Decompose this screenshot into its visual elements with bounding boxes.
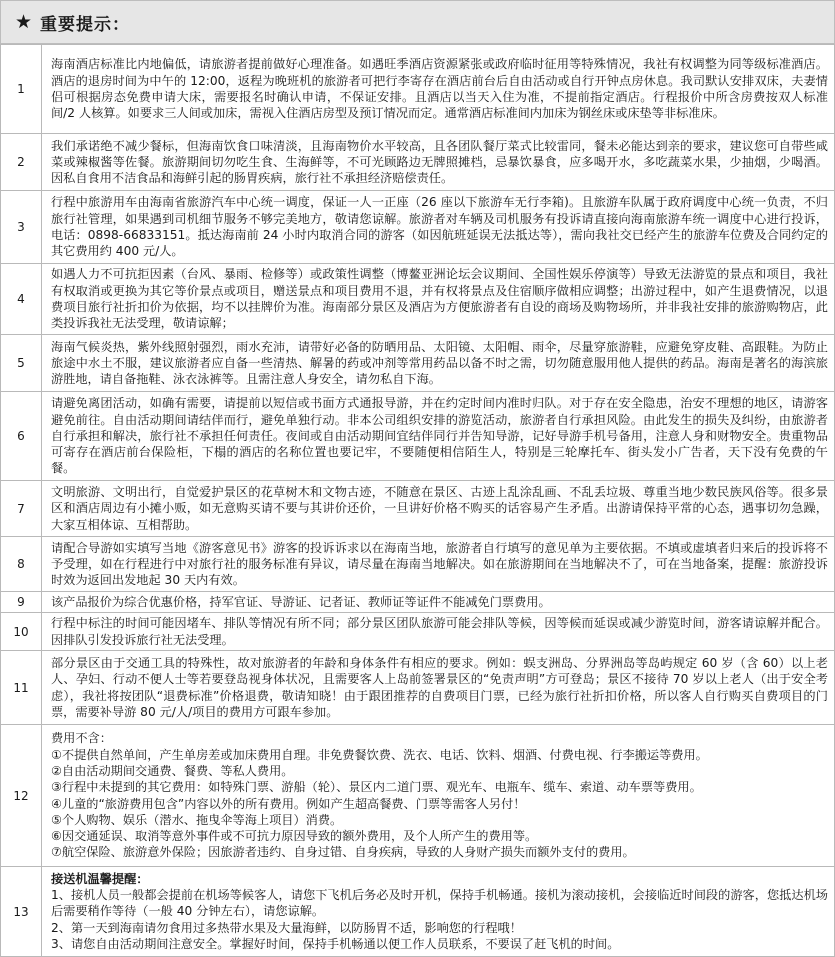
tips-table: [0, 44, 835, 957]
important-tips-header: [0, 0, 835, 44]
row-text: 行程中旅游用车由海南省旅游汽车中心统一调度，保证一人一正座（26 座以下旅游车无行李箱)。且旅游车队属于政府调度中心统一负责，不归旅行社管理，如果遇到司机细节服务不够完美地方，敬请您谅解。旅游者对车辆及司机服务有投诉请直接向海南旅游车统一调度中心进行投诉，电话：0898-66833151。抵达海南前 24 小时内取消合同的游客（如因航班延误无法抵达等），需向我社交已经产生的旅游车位费及合同约定的其它费用约 400 元/人。: [51, 195, 828, 259]
row-text: 行程中标注的时间可能因堵车、排队等情况有所不同；部分景区团队旅游可能会排队等候，因等候而延误或减少游览时间，游客请谅解并配合。因排队引发投诉旅行社无法受理。: [51, 616, 828, 647]
row-number: 3: [1, 191, 42, 264]
row-content: [42, 134, 835, 191]
table-row: [1, 725, 835, 867]
row-text: ⑤个人购物、娱乐（潜水、拖曳伞等海上项目）消费。: [51, 812, 343, 827]
row-content: [42, 867, 835, 957]
row-text: ④儿童的“旅游费用包含”内容以外的所有费用。例如产生超高餐费、门票等需客人另付！: [51, 796, 526, 811]
row-number: 6: [1, 392, 42, 481]
table-row: [1, 191, 835, 264]
row-content: [42, 481, 835, 537]
row-number: 10: [1, 613, 42, 651]
table-row: [1, 651, 835, 725]
row-number: 2: [1, 134, 42, 191]
row-text: 请配合导游如实填写当地《游客意见书》游客的投诉诉求以在海南当地，旅游者自行填写的意见单为主要依据。不填或虚填者归来后的投诉将不予受理，如在行程进行中对旅行社的服务标准有异议，请尽量在海南当地解决。如在旅游期间在当地解决不了，可在当地备案，提醒：旅游投诉时效为返回出发地起 30 天内有效。: [51, 540, 828, 588]
row-number: 12: [1, 725, 42, 867]
row-content: [42, 392, 835, 481]
row-text: 2、第一天到海南请勿食用过多热带水果及大量海鲜，以防肠胃不适，影响您的行程哦！: [51, 920, 522, 935]
table-row: [1, 613, 835, 651]
row-text: ③行程中未提到的其它费用：如特殊门票、游船（轮）、景区内二道门票、观光车、电瓶车、缆车、索道、动车票等费用。: [51, 780, 702, 795]
row-text: 3、请您自由活动期间注意安全。掌握好时间，保持手机畅通以便工作人员联系，不要误了赶飞机的时间。: [51, 936, 620, 951]
row-content: [42, 537, 835, 592]
row-text: 部分景区由于交通工具的特殊性，故对旅游者的年龄和身体条件有相应的要求。例如：蜈支洲岛、分界洲岛等岛屿规定 60 岁（含 60）以上老人、孕妇、行动不便人士等若要登岛视身体状况，且需要客人上岛前签署景区的“免责声明”方可登岛；景区不接待 70 岁以上老人（出于安全考虑），我社将按团队“退费标准”价格退费，敬请知晓！由于跟团推荐的自费项目门票，已经为旅行社折扣价格，所以客人自行购买自费项目的门票，需要补导游 80 元/人/项目的费用方可跟车参加。: [51, 655, 828, 719]
row-text: ②自由活动期间交通费、餐费、等私人费用。: [51, 763, 294, 778]
table-row: [1, 335, 835, 392]
row-text: 我们承诺绝不减少餐标，但海南饮食口味清淡，且海南物价水平较高，且各团队餐厅菜式比较雷同，餐未必能达到亲的要求，建议您可自带些咸菜或辣椒酱等佐餐。旅游期间切勿吃生食、生海鲜等，不可光顾路边无牌照摊档，忌暴饮暴食，应多喝开水，多吃蔬菜水果，少抽烟，少喝酒。因私自食用不洁食品和海鲜引起的肠胃疾病，旅行社不承担经济赔偿责任。: [51, 138, 828, 186]
table-row: [1, 481, 835, 537]
row-content: [42, 613, 835, 651]
row-text: 文明旅游、文明出行，自觉爱护景区的花草树木和文物古迹，不随意在景区、古迹上乱涂乱画、不乱丢垃圾、尊重当地少数民族风俗等。很多景区和酒店周边有小摊小贩，如无意购买请不要与其讲价还价，一旦讲好价格不购买的话容易产生矛盾。出游请保持平常的心态，遇事切勿急躁，大家互相体谅、互相帮助。: [51, 485, 828, 532]
row-text: 请避免离团活动，如确有需要，请提前以短信或书面方式通报导游，并在约定时间内准时归队。对于存在安全隐患，治安不理想的地区，请游客避免前往。自由活动期间请结伴而行，避免单独行动。非本公司组织安排的游览活动，旅游者自行承担风险。由此发生的损失及纠纷，由旅游者自行承担和解决，旅行社不承担任何责任。夜间或自由活动期间宜结伴同行并告知导游，记好导游手机号备用，注意人身和财物安全。贵重物品可寄存在酒店前台保险柜，下榻的酒店的名称位置也要记牢，不要随便相信陌生人，特别是三轮摩托车、街头发小广告者，天下没有免费的午餐。: [51, 396, 828, 476]
row-number: 4: [1, 264, 42, 335]
row-number: 8: [1, 537, 42, 592]
row-content: [42, 45, 835, 134]
row-text: ⑥因交通延误、取消等意外事件或不可抗力原因导致的额外费用，及个人所产生的费用等。: [51, 829, 538, 844]
page-title: 重要提示：: [40, 14, 131, 35]
row-number: 7: [1, 481, 42, 537]
row-number: 13: [1, 867, 42, 957]
table-row: [1, 264, 835, 335]
row-text: 1、接机人员一般都会提前在机场等候客人，请您下飞机后务必及时开机，保持手机畅通。接机为滚动接机，会接临近时间段的游客，您抵达机场后需要稍作等待（一般 40 分钟左右），请您谅解。: [51, 888, 828, 919]
row-number: 1: [1, 45, 42, 134]
row-number: 11: [1, 651, 42, 725]
row-content: [42, 725, 835, 867]
table-row: [1, 537, 835, 592]
row-number: 9: [1, 592, 42, 613]
row-text: ⑦航空保险、旅游意外保险；因旅游者违约、自身过错、自身疾病，导致的人身财产损失而额外支付的费用。: [51, 845, 635, 860]
table-row: [1, 867, 835, 957]
row-text: ①不提供自然单间，产生单房差或加床费用自理。非免费餐饮费、洗衣、电话、饮料、烟酒、付费电视、行李搬运等费用。: [51, 747, 708, 762]
row-number: 5: [1, 335, 42, 392]
table-row: [1, 592, 835, 613]
row-text: 海南酒店标准比内地偏低，请旅游者提前做好心理准备。如遇旺季酒店资源紧张或政府临时征用等特殊情况，我社有权调整为同等级标准酒店。酒店的退房时间为中午的 12:00，返程为晚班机的旅游者可把行李寄存在酒店前台后自由活动或自行开钟点房休息。我司默认安排双床，夫妻情侣可根据房态免费申请大床，需要报名时确认申请，不保证安排。且酒店以当天入住为准，不提前指定酒店。行程报价中所含房费按双人标准间/2 人核算。如要求三人间或加床，需视入住酒店房型及预订情况而定。通常酒店标准间内加床为钢丝床或床垫等非标准床。: [51, 57, 828, 121]
row-content: [42, 335, 835, 392]
row-content: [42, 191, 835, 264]
table-row: [1, 134, 835, 191]
row-content: [42, 264, 835, 335]
row-content: [42, 592, 835, 613]
row-content: [42, 651, 835, 725]
row-text: 该产品报价为综合优惠价格，持军官证、导游证、记者证、教师证等证件不能减免门票费用。: [51, 594, 551, 609]
row-text: 费用不含：: [51, 731, 112, 746]
row-text: 如遇人力不可抗拒因素（台风、暴雨、检修等）或政策性调整（博鳌亚洲论坛会议期间、全国性娱乐停演等）导致无法游览的景点和项目，我社有权取消或更换为其它等价景点或项目，赠送景点和项目费用不退，并有权将景点及住宿顺序做相应调整；出游过程中，如产生退费情况，以退费项目旅行社折扣价为依据，均不以挂牌价为准。海南部分景区及酒店为方便旅游者有自设的商场及购物场所，并非我社安排的旅游购物店，此类投诉我社无法受理，敬请谅解；: [51, 267, 828, 331]
table-row: [1, 45, 835, 134]
table-row: [1, 392, 835, 481]
row-heading: 接送机温馨提醒：: [51, 871, 149, 886]
row-text: 海南气候炎热，紫外线照射强烈，雨水充沛，请带好必备的防晒用品、太阳镜、太阳帽、雨伞，尽量穿旅游鞋，应避免穿皮鞋、高跟鞋。为防止旅途中水土不服，建议旅游者应自备一些清热、解暑的药或冲剂等常用药品以备不时之需，切勿随意服用他人提供的药品。海南是著名的海滨旅游胜地，请自备拖鞋、泳衣泳裤等。且需注意人身安全，请勿私自下海。: [51, 339, 828, 387]
star-icon: ★: [15, 10, 33, 33]
